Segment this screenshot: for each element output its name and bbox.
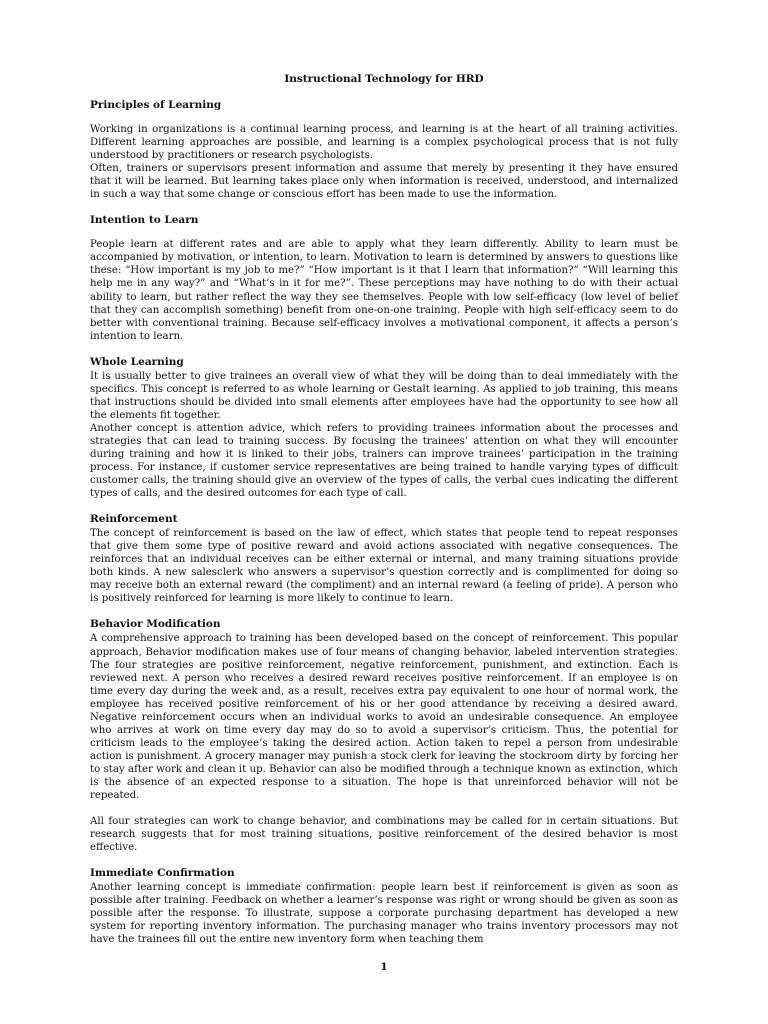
page-number: 1: [380, 961, 388, 973]
document-title: Instructional Technology for HRD: [284, 73, 484, 85]
paragraph-behavior-1: A comprehensive approach to training has been developed based on the concept of reinforcement. This popular approach, Behavior modification makes use of four means of changing behavior, labeled intervention strategies. The four strategies are positive reinforcement, negative reinforcement, punishment, and extinction. Each is reviewed next. A person who receives a desired reward receives positive reinforcement. If an employee is on time every day during the week and, as a result, receives extra pay equivalent to one hour of normal work, the employee has received positive reinforcement of his or her good attendance by receiving a desired award. Negative reinforcement occurs when an individual works to avoid an undesirable consequence. An employee who arrives at work on time every day may do so to avoid a supervisor’s criticism. Thus, the potential for criticism leads to the employee’s taking the desired action. Action taken to repel a person from undesirable action is punishment. A grocery manager may punish a stock clerk for leaving the stockroom dirty by forcing her to stay after work and clean it up. Behavior can also be modified through a technique known as extinction, which is the absence of an expected response to a situation. The hope is that unreinforced behavior will not be repeated.: [90, 633, 678, 802]
heading-intention-to-learn: Intention to Learn: [90, 214, 199, 227]
page-content: [90, 73, 678, 946]
paragraph-principles-1: Working in organizations is a continual learning process, and learning is at the heart of all training activities. Different learning approaches are possible, and learning is a complex psychological process that is not fully understood by practitioners or research psychologists.: [90, 124, 678, 162]
paragraph-intention-1: People learn at different rates and are able to apply what they learn differently. Ability to learn must be accompanied by motivation, or intention, to learn. Motivation to learn is determined by answers to questions like these: “How important is my job to me?” “How important is it that I learn that information?” “Will learning this help me in any way?” and “What’s in it for me?”. These perceptions may have nothing to do with their actual ability to learn, but rather reflect the way they see themselves. People with low self-efficacy (low level of belief that they can accomplish something) benefit from one-on-one training. People with high self-efficacy seem to do better with conventional training. Because self-efficacy involves a motivational component, it affects a person’s intention to learn.: [90, 239, 678, 342]
heading-reinforcement: Reinforcement: [90, 513, 178, 526]
heading-principles-of-learning: Principles of Learning: [90, 99, 222, 112]
heading-whole-learning: Whole Learning: [90, 355, 184, 368]
heading-immediate-confirmation: Immediate Confirmation: [90, 867, 235, 880]
paragraph-whole-1: It is usually better to give trainees an overall view of what they will be doing than to deal immediately with the specifics. This concept is referred to as whole learning or Gestalt learning. As applied to job training, this means that instructions should be divided into small elements after employees have had the opportunity to see how all the elements fit together.: [90, 370, 678, 421]
heading-behavior-modification: Behavior Modification: [90, 618, 221, 631]
paragraph-whole-2: Another concept is attention advice, which refers to providing trainees information about the processes and strategies that can lead to training success. By focusing the trainees’ attention on what they will encounter during training and how it is linked to their jobs, trainers can improve trainees’ participation in the training process. For instance, if customer service representatives are being trained to handle varying types of difficult customer calls, the training should give an overview of the types of calls, the verbal cues indicating the different types of calls, and the desired outcomes for each type of call.: [90, 422, 678, 500]
paragraph-principles-2: Often, trainers or supervisors present information and assume that merely by presenting it they have ensured that it will be learned. But learning takes place only when information is received, understood, and internalized in such a way that some change or conscious effort has been made to use the information.: [90, 163, 678, 201]
paragraph-reinforcement-1: The concept of reinforcement is based on the law of effect, which states that people tend to repeat responses that give them some type of positive reward and avoid actions associated with negative consequences. The reinforces that an individual receives can be either external or internal, and many training situations provide both kinds. A new salesclerk who answers a supervisor’s question correctly and is complimented for doing so may receive both an external reward (the compliment) and an internal reward (a feeling of pride). A person who is positively reinforced for learning is more likely to continue to learn.: [90, 528, 678, 605]
paragraph-behavior-2: All four strategies can work to change behavior, and combinations may be called for in certain situations. But research suggests that for most training situations, positive reinforcement of the desired behavior is most effective.: [90, 816, 678, 854]
paragraph-immediate-1: Another learning concept is immediate confirmation: people learn best if reinforcement is given as soon as possible after training. Feedback on whether a learner’s response was right or wrong should be given as soon as possible after the response. To illustrate, suppose a corporate purchasing department has developed a new system for reporting inventory information. The purchasing manager who trains inventory processors may not have the trainees fill out the entire new inventory form when teaching them: [90, 882, 678, 946]
